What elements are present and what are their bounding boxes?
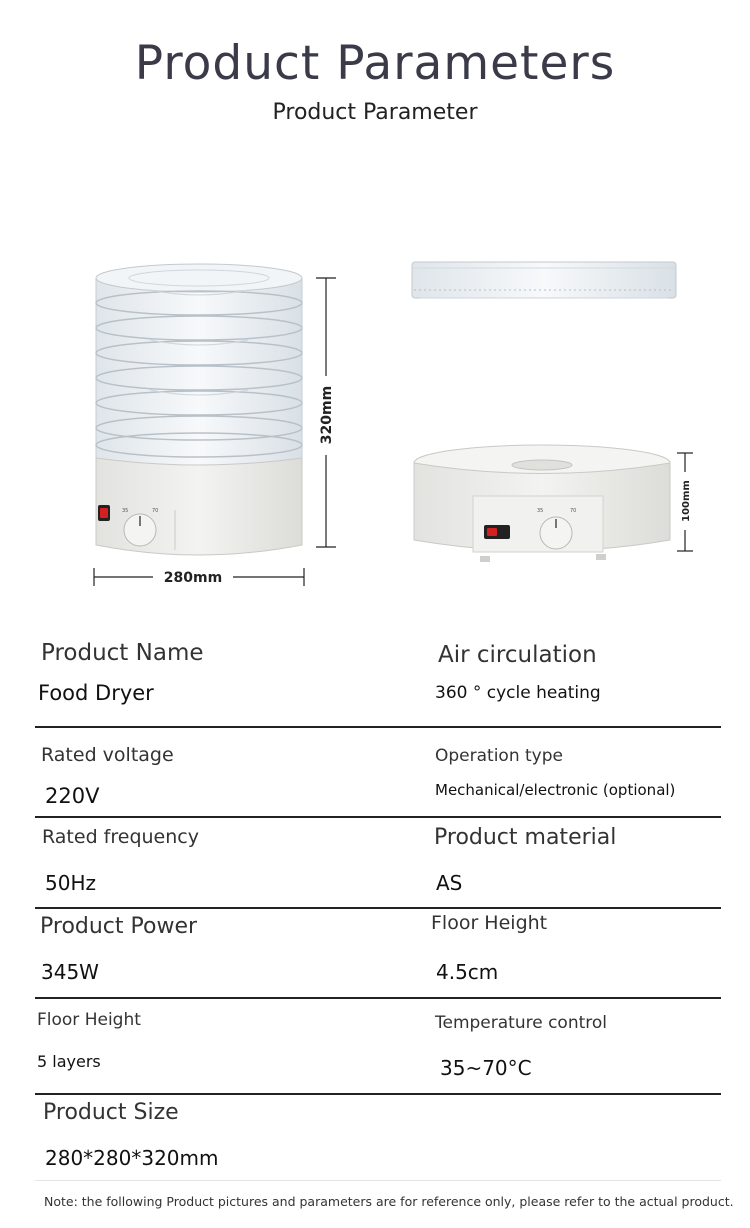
page-title: Product Parameters xyxy=(134,36,616,91)
spec-label: Product Size xyxy=(43,1100,179,1125)
height-dimension xyxy=(316,278,336,547)
width-dimension xyxy=(94,568,304,586)
spec-value: 50Hz xyxy=(45,871,96,895)
spec-label: Temperature control xyxy=(435,1013,608,1033)
spec-label: Floor Height xyxy=(431,912,548,934)
height-label: 320mm xyxy=(319,385,335,445)
spec-label: Product material xyxy=(434,825,617,850)
row-divider xyxy=(35,726,721,728)
spec-value: 345W xyxy=(41,960,99,984)
dryer-base-image xyxy=(414,445,670,562)
svg-text:70: 70 xyxy=(152,508,159,514)
svg-text:35: 35 xyxy=(122,508,129,514)
row-divider xyxy=(35,1180,721,1181)
dryer-assembled-image xyxy=(96,264,302,555)
dryer-lid-image xyxy=(412,262,676,298)
row-divider xyxy=(35,1093,721,1095)
base-height-label: 100mm xyxy=(681,480,692,522)
row-divider xyxy=(35,816,721,818)
spec-label: Product Name xyxy=(41,640,204,666)
spec-value: AS xyxy=(436,871,463,895)
svg-text:70: 70 xyxy=(570,508,577,514)
row-divider xyxy=(35,997,721,999)
width-label: 280mm xyxy=(163,570,223,586)
spec-label: Operation type xyxy=(435,746,563,766)
spec-label: Floor Height xyxy=(37,1010,141,1030)
spec-value: 220V xyxy=(45,784,100,808)
spec-label: Air circulation xyxy=(438,642,597,668)
page-subtitle: Product Parameter xyxy=(272,100,478,125)
spec-value: 35~70°C xyxy=(440,1056,532,1080)
svg-text:35: 35 xyxy=(537,508,544,514)
disclaimer-note: Note: the following Product pictures and parameters are for reference only, please refer to the actual product. xyxy=(44,1194,734,1209)
spec-label: Rated frequency xyxy=(42,826,199,848)
spec-value: 4.5cm xyxy=(436,960,499,984)
spec-value: Food Dryer xyxy=(38,681,154,705)
product-illustration xyxy=(0,230,750,610)
base-height-dimension xyxy=(677,453,693,551)
spec-value: 280*280*320mm xyxy=(45,1146,219,1170)
row-divider xyxy=(35,907,721,909)
spec-label: Rated voltage xyxy=(41,744,174,766)
spec-value: 360 ° cycle heating xyxy=(435,683,601,703)
spec-label: Product Power xyxy=(40,914,198,939)
spec-value: Mechanical/electronic (optional) xyxy=(435,781,676,799)
spec-value: 5 layers xyxy=(37,1052,101,1071)
